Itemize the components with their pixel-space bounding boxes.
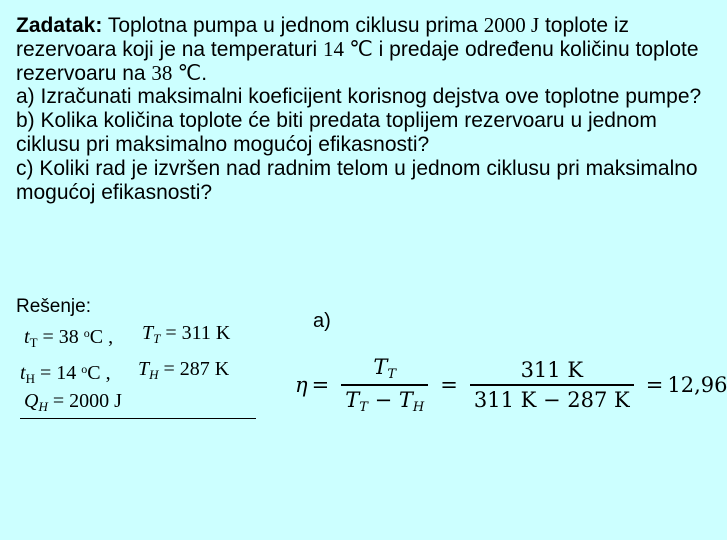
question-b: b) Kolika količina toplote će biti predata toplijem rezervoaru u jednom ciklusu pri maksimalno mogućoj efikasnosti? bbox=[16, 109, 657, 156]
problem-statement bbox=[16, 14, 706, 204]
cop-result: 12,96 bbox=[667, 373, 727, 397]
problem-text-1: Toplotna pumpa u jednom ciklusu prima bbox=[102, 14, 484, 37]
problem-text-3: i predaje određenu količinu toplote rezervoaru na bbox=[16, 37, 699, 85]
heat-value: 2000 J bbox=[483, 13, 540, 37]
numerator-subscript: T bbox=[387, 367, 397, 382]
symbolic-fraction: $\frac{T_T}{T_T - T_H}$ bbox=[341, 355, 428, 415]
cop-formula bbox=[295, 350, 727, 420]
numeric-numerator: 311 K bbox=[520, 358, 584, 382]
eta-symbol: η bbox=[295, 373, 308, 397]
problem-text-4: . bbox=[201, 61, 208, 85]
problem-label: Zadatak: bbox=[16, 14, 103, 37]
equals-1: = bbox=[311, 373, 330, 397]
cold-kelvin: 287 K bbox=[179, 358, 230, 380]
given-heat: $Q_H = 2000$ J bbox=[24, 390, 122, 414]
minus-1: − bbox=[374, 388, 393, 412]
problem-intro bbox=[16, 14, 706, 85]
numeric-den-cold: 287 K bbox=[567, 388, 630, 412]
numeric-den-hot: 311 K bbox=[473, 388, 537, 412]
cold-celsius: 14 bbox=[56, 362, 77, 384]
equals-2: = bbox=[440, 373, 458, 397]
part-a-label: a) bbox=[313, 310, 331, 332]
cold-temperature: 14 ℃ bbox=[322, 36, 373, 61]
given-values bbox=[20, 320, 256, 419]
solution-title: Rešenje: bbox=[16, 296, 91, 317]
minus-2: − bbox=[542, 388, 561, 412]
problem-text-2: toplote iz rezervoara koji je na temperaturi bbox=[16, 14, 630, 61]
equals-3: = bbox=[645, 373, 664, 397]
given-hot-temperature: $t_T = 38$ $^o$C , $T_T = 311$ K bbox=[24, 322, 231, 350]
den-sub-1: T bbox=[359, 400, 368, 415]
heat-joules: 2000 J bbox=[69, 390, 122, 412]
den-sub-2: H bbox=[412, 400, 425, 415]
hot-kelvin: 311 K bbox=[181, 322, 231, 344]
given-cold-temperature: $t_H = 14$ $^o$C , $T_H = 287$ K bbox=[20, 358, 230, 386]
numeric-fraction bbox=[470, 358, 634, 412]
question-a: a) Izračunati maksimalni koeficijent korisnog dejstva ove toplotne pumpe? bbox=[16, 85, 702, 109]
hot-celsius: 38 bbox=[58, 326, 79, 348]
hot-temperature: 38 ℃ bbox=[151, 60, 202, 85]
question-c: c) Koliki rad je izvršen nad radnim telom u jednom ciklusu pri maksimalno mogućoj efikasnosti? bbox=[16, 156, 698, 204]
numerator-symbol: T bbox=[373, 355, 388, 379]
